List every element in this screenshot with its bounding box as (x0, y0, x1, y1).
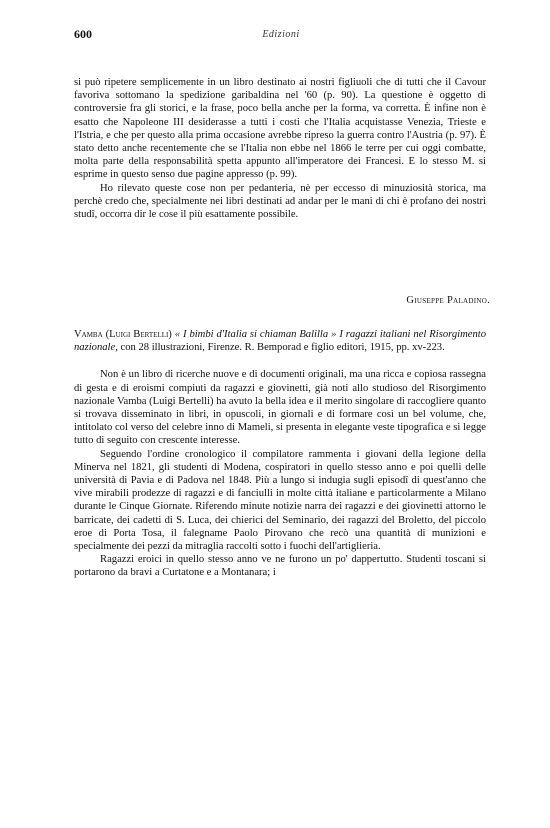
book-title: « I bimbi d'Italia si chiaman Balilla » I ragazzi italiani nel Risorgimento nazionale, (74, 329, 486, 354)
book-author: Vamba (Luigi Bertelli) (74, 329, 172, 340)
paragraph-continuation: si può ripetere semplicemente in un libro destinato ai nostri figliuoli che di tutti che il Cavour favoriva sottomano la spedizione garibaldina nel '60 (p. 90). La questione è oggetto di controversie fra gli storici, e la frase, poco bella anche per la forma, va corretta. È infine non è esatto che Napoleone III desiderasse a tutti i costi che l'Italia acquistasse Venezia, Trieste e l'Istria, e che per questo alla prima occasione avrebbe ripreso la guerra contro l'Austria (p. 97). È stato detto anche recentemente che se l'Italia non ebbe nel 1866 le terre per cui oggi combatte, molta parte della responsabilità spetta appunto all'imperatore dei Francesi. E lo stesso M. si esprime in questo senso due pagine appresso (p. 99). (74, 77, 486, 181)
page-number: 600 (74, 27, 92, 41)
bibliographic-entry (74, 328, 486, 354)
review-paragraph-2: Seguendo l'ordine cronologico il compilatore rammenta i giovani della legione della Minerva nel 1821, gli studenti di Modena, cospiratori in quello stesso anno e poi quelli delle università di Pavia e di Padova nel 1848. Più a lungo si indugia sugli episodî di quest'anno che vive mirabili prodezze di ragazzi e di fanciulli in molte città italiane e particolarmente a Milano durante le Cinque Giornate. Riferendo minute notizie narra dei ragazzi e dei giovinetti attorno le barricate, dei cadetti di S. Luca, dei chierici del Seminario, dei ragazzi del Broletto, del piccolo eroe di Porta Tosa, il falegname Paolo Pirovano che recò una quantità di munizioni e specialmente dei pezzi da mitraglia raccolti sotto i fuochi dell'artiglieria. (74, 448, 486, 553)
running-head: Edizioni (262, 29, 300, 40)
review-paragraph-3: Ragazzi eroici in quello stesso anno ve ne furono un po' dappertutto. Studenti toscani si portarono da bravi a Curtatone e a Montanara; i (74, 554, 486, 579)
book-details: con 28 illustrazioni, Firenze. R. Bemporad e figlio editori, 1915, pp. xv-223. (120, 342, 445, 354)
review-continuation (74, 76, 486, 221)
review-paragraph-1: Non è un libro di ricerche nuove e di documenti originali, ma una ricca e copiosa rassegna di gesta e di eroismi compiuti da ragazzi e giovinetti, già noti allo studioso del Risorgimento nazionale Vamba (Luigi Bertelli) ha avuto la bella idea e il merito singolare di raccogliere quanto si trovava disseminato in libri, in opuscoli, in giornali e di formare così un bel volume, che, intitolato col verso del celebre inno di Mameli, si presenta in elegante veste tipografica e si legge tutto di seguito con crescente interesse. (74, 369, 486, 447)
review-entry (74, 328, 486, 580)
page-header (74, 28, 488, 42)
reviewer-signature: Giuseppe Paladino. (406, 295, 490, 306)
paragraph-conclusion: Ho rilevato queste cose non per pedanteria, nè per eccesso di minuziosità storica, ma perchè credo che, specialmente nei libri destinati ad andar per le mani di chi è profano dei nostri studî, occorra dir le cose il più esattamente possibile. (74, 182, 486, 221)
